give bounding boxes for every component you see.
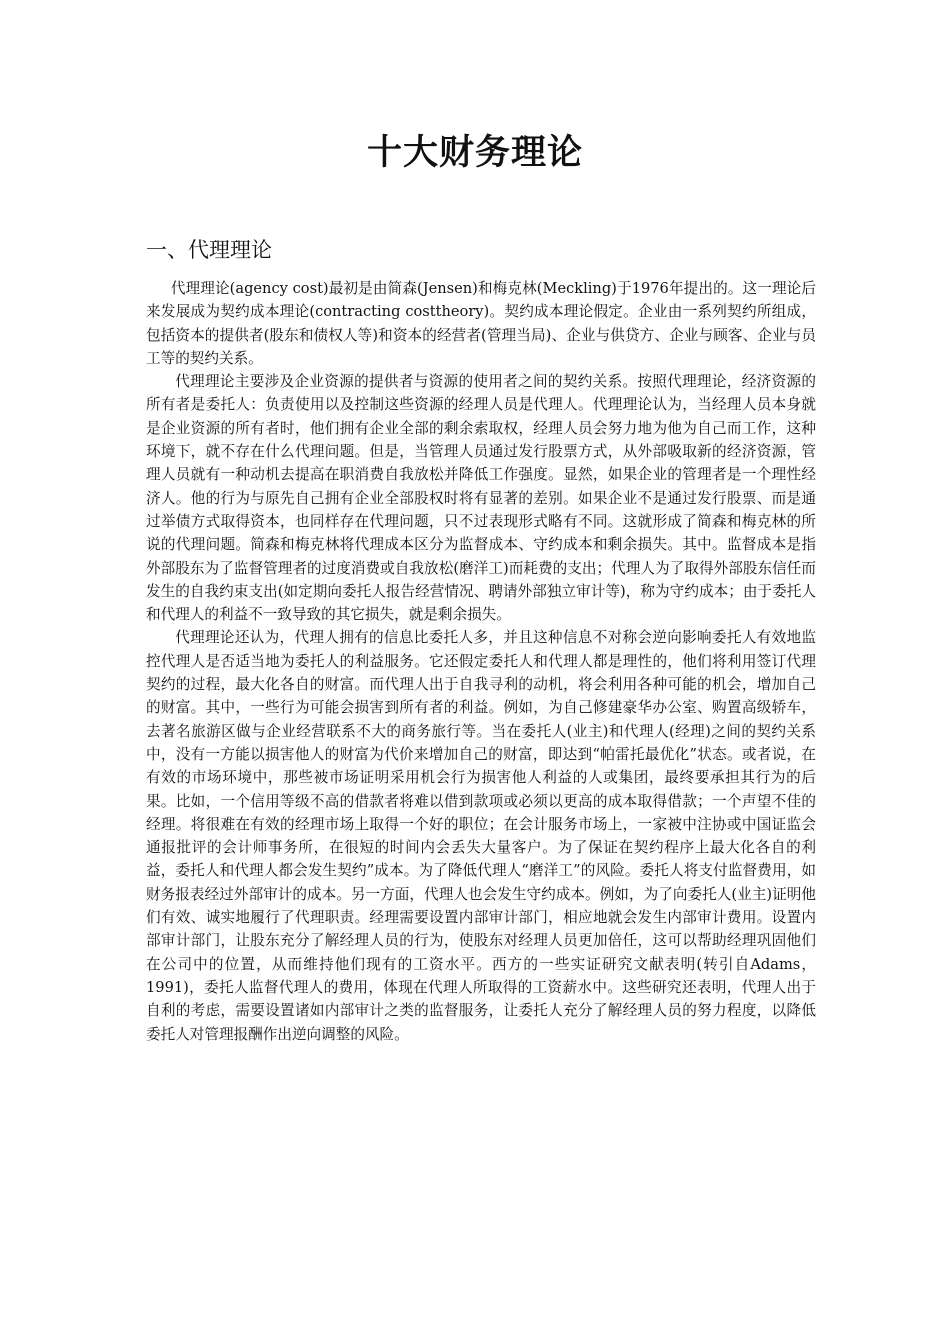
paragraph: 代理理论还认为，代理人拥有的信息比委托人多，并且这种信息不对称会逆向影响委托人有效地监控代理人是否适当地为委托人的利益服务。它还假定委托人和代理人都是理性的，他们将利用签订代理契约的过程，最大化各自的财富。而代理人出于自我寻利的动机，将会利用各种可能的机会，增加自己的财富。其中，一些行为可能会损害到所有者的利益。例如，为自己修建豪华办公室、购置高级轿车，去著名旅游区做与企业经营联系不大的商务旅行等。当在委托人(业主)和代理人(经理)之间的契约关系中，没有一方能以损害他人的财富为代价来增加自己的财富，即达到“帕雷托最优化”状态。或者说，在有效的市场环境中，那些被市场证明采用机会行为损害他人利益的人或集团，最终要承担其行为的后果。比如，一个信用等级不高的借款者将难以借到款项或必须以更高的成本取得借款；一个声望不佳的经理。将很难在有效的经理市场上取得一个好的职位；在会计服务市场上，一家被中注协或中国证监会通报批评的会计师事务所，在很短的时间内会丢失大量客户。为了保证在契约程序上最大化各自的利益，委托人和代理人都会发生契约”成本。为了降低代理人“磨洋工”的风险。委托人将支付监督费用，如财务报表经过外部审计的成本。另一方面，代理人也会发生守约成本。例如，为了向委托人(业主)证明他们有效、诚实地履行了代理职责。经理需要设置内部审计部门，相应地就会发生内部审计费用。设置内部审计部门，让股东充分了解经理人员的行为，使股东对经理人员更加倍任，这可以帮助经理巩固他们在公司中的位置，从而维持他们现有的工资水平。西方的一些实证研究文献表明(转引自Adams，1991)，委托人监督代理人的费用，体现在代理人所取得的工资薪水中。这些研究还表明，代理人出于自利的考虑，需要设置诸如内部审计之类的监督服务，让委托人充分了解经理人员的努力程度，以降低委托人对管理报酬作出逆向调整的风险。 <box>146 629 816 1043</box>
section-heading: 一、代理理论 <box>146 238 272 262</box>
document-title: 十大财务理论 <box>366 133 583 173</box>
section-body <box>146 277 816 1046</box>
paragraph: 代理理论主要涉及企业资源的提供者与资源的使用者之间的契约关系。按照代理理论，经济资源的所有者是委托人：负责使用以及控制这些资源的经理人员是代理人。代理理论认为，当经理人员本身就是企业资源的所有者时，他们拥有企业全部的剩余索取权，经理人员会努力地为他为自己而工作，这种环境下，就不存在什么代理问题。但是，当管理人员通过发行股票方式，从外部吸取新的经济资源，管理人员就有一种动机去提高在职消费自我放松并降低工作强度。显然，如果企业的管理者是一个理性经济人。他的行为与原先自己拥有企业全部股权时将有显著的差别。如果企业不是通过发行股票、而是通过举债方式取得资本，也同样存在代理问题，只不过表现形式略有不同。这就形成了简森和梅克林的所说的代理问题。简森和梅克林将代理成本区分为监督成本、守约成本和剩余损失。其中。监督成本是指外部股东为了监督管理者的过度消费或自我放松(磨洋工)而耗费的支出；代理人为了取得外部股东信任而发生的自我约束支出(如定期向委托人报告经营情况、聘请外部独立审计等)，称为守约成本；由于委托人和代理人的利益不一致导致的其它损失，就是剩余损失。 <box>146 373 816 624</box>
paragraph: 代理理论(agency cost)最初是由简森(Jensen)和梅克林(Meckling)于1976年提出的。这一理论后来发展成为契约成本理论(contracting costtheory)。契约成本理论假定。企业由一系列契约所组成，包括资本的提供者(股东和债权人等)和资本的经营者(管理当局)、企业与供贷方、企业与顾客、企业与员工等的契约关系。 <box>146 280 816 367</box>
